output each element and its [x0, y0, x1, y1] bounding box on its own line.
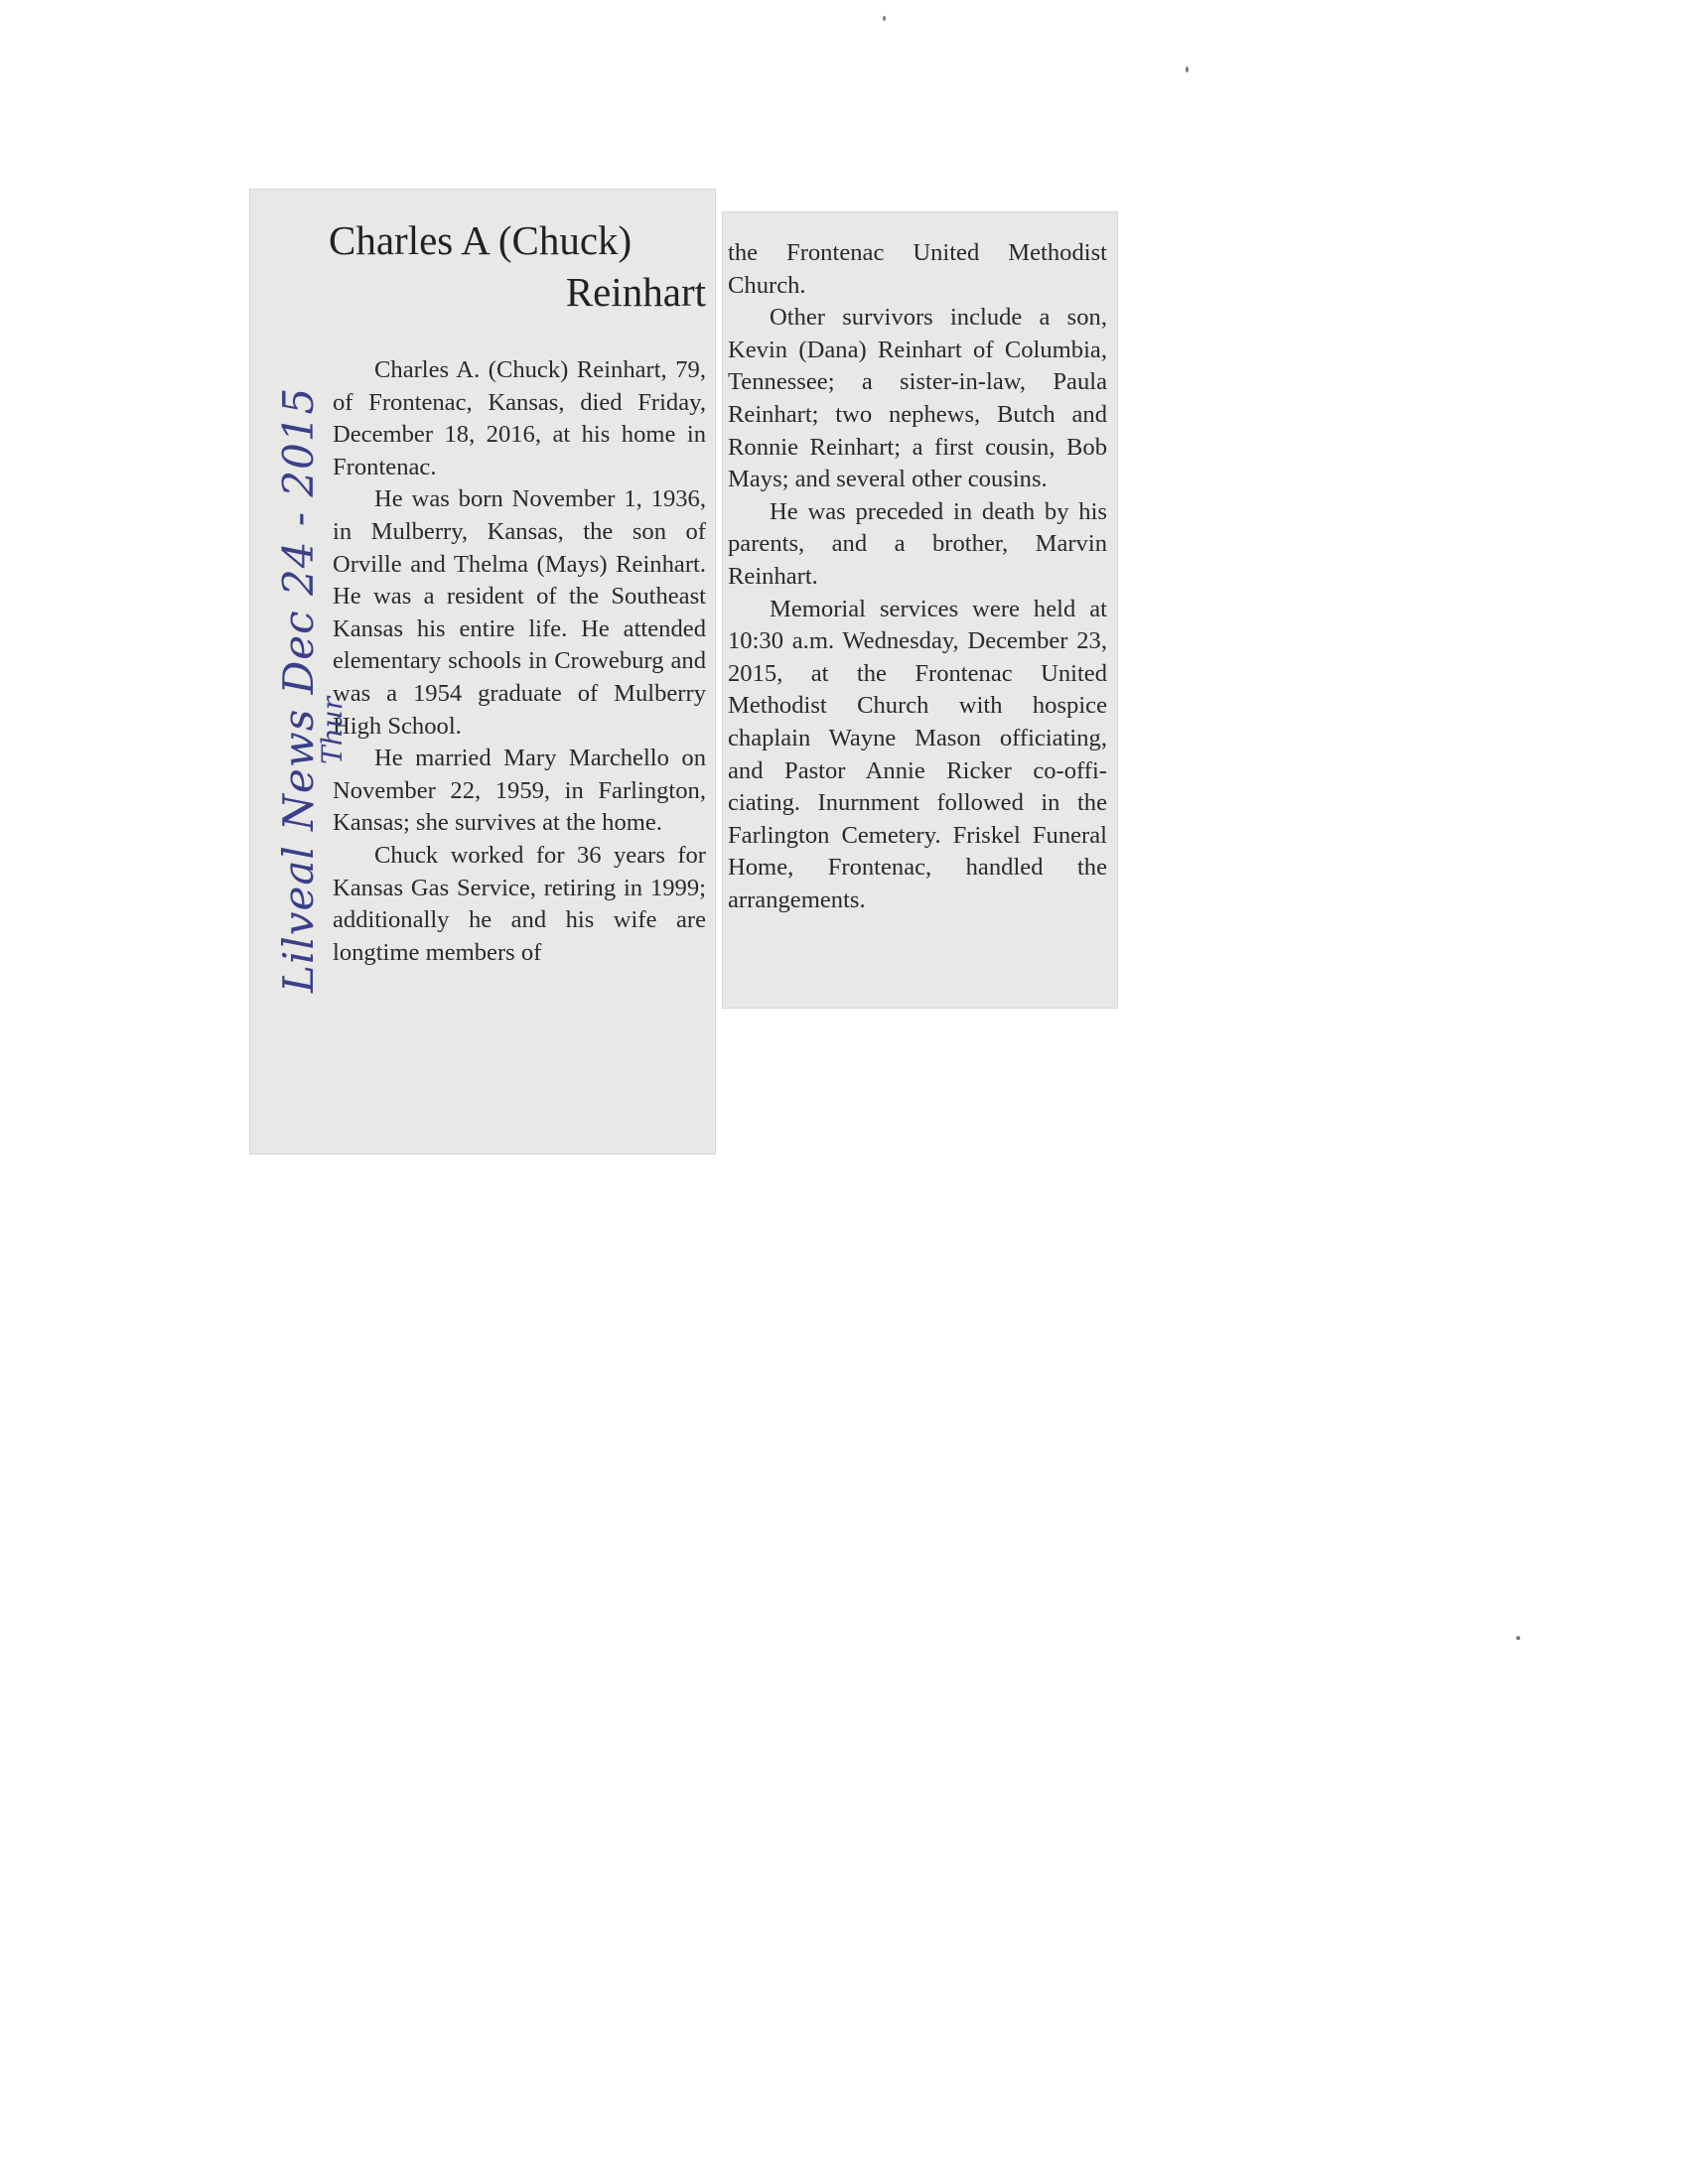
paragraph-marriage: He married Mary Marchello on November 22, 1959, in Farlington, Kansas; she survives at the home. [333, 745, 706, 837]
paragraph-continuation: the Frontenac United Methodist Church. [728, 239, 1107, 299]
paragraph-survivors: Other survivors include a son, Kevin (Dana) Reinhart of Columbia, Tennessee; a sister-in-law, Paula Reinhart; two nephews, Butch and Ronnie Reinhart; a first cousin, Bob Mays; and several other cousins. [728, 304, 1107, 493]
paragraph-preceded: He was preceded in death by his parents, and a brother, Marvin Reinhart. [728, 497, 1107, 590]
handwritten-source-note: Lilveal News Dec 24 - 2015 [274, 386, 323, 993]
handwritten-day-note: Thur [316, 696, 349, 764]
clipping-right-column [722, 211, 1118, 1009]
left-column-text [333, 354, 706, 969]
scan-speck [1186, 67, 1189, 72]
headline-line-2: Reinhart [565, 269, 706, 315]
paragraph-services: Memorial services were held at 10:30 a.m. Wednesday, December 23, 2015, at the Frontenac United Methodist Church with hospice chaplain Wayne Mason officiating, and Pastor Annie Ricker co-officiating. Inurnment followed in the Farlington Cemetery. Friskel Funeral Home, Frontenac, handled the arrangements. [728, 595, 1107, 913]
scan-speck [883, 16, 886, 21]
headline-line-1: Charles A (Chuck) [329, 217, 633, 263]
paragraph-birth: He was born November 1, 1936, in Mulberry, Kansas, the son of Orville and Thelma (Mays) Reinhart. He was a resident of the Southeast Kansas his entire life. He attended elementary schools in Croweburg and was a 1954 graduate of Mulberry High School. [333, 485, 706, 740]
paragraph-career: Chuck worked for 36 years for Kansas Gas Service, retiring in 1999; additionally he and his wife are longtime members of [333, 841, 706, 966]
scan-speck [1516, 1636, 1520, 1640]
right-column-text [728, 237, 1107, 916]
paragraph-death-notice: Charles A. (Chuck) Reinhart, 79, of Frontenac, Kansas, died Friday, December 18, 2016, at his home in Frontenac. [333, 356, 706, 480]
obituary-headline [329, 214, 706, 318]
